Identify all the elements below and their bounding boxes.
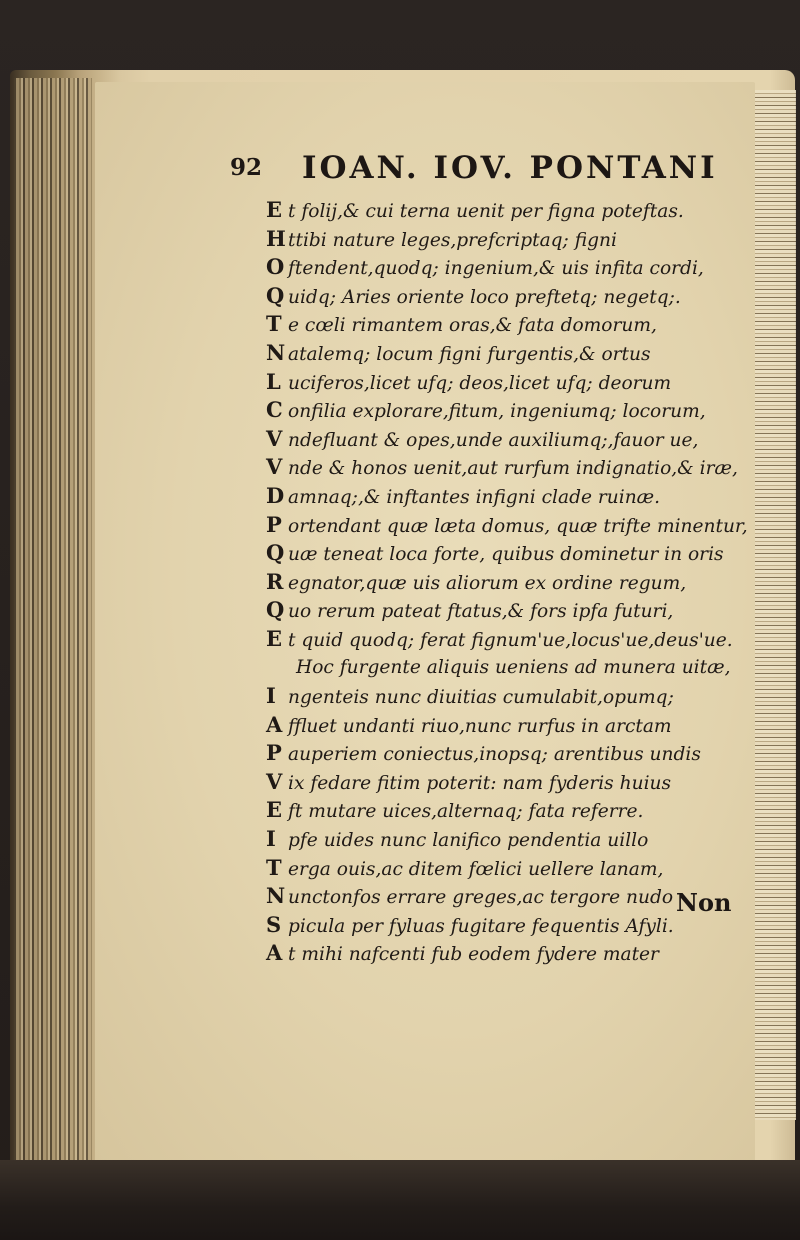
verse-initial: C: [266, 397, 283, 423]
verse-initial: T: [266, 311, 282, 337]
page-header-title: IOAN. IOV. PONTANI: [302, 150, 718, 186]
verse-line: [266, 682, 746, 711]
verse-initial: Q: [266, 597, 285, 623]
verse-text: t mihi nafcenti fub eodem fydere mater: [288, 944, 659, 966]
verse-text: nde & honos uenit,aut rurfum indignatio,& iræ,: [288, 458, 738, 480]
verse-line: [266, 911, 746, 940]
verse-initial: A: [266, 940, 283, 966]
verse-initial: S: [266, 911, 282, 937]
verse-initial: Q: [266, 540, 285, 566]
verse-line: [266, 339, 746, 368]
verse-line: [266, 625, 746, 654]
verse-initial: V: [266, 425, 283, 451]
verse-initial: P: [266, 740, 282, 766]
verse-line: [266, 368, 746, 397]
verse-line: [266, 825, 746, 854]
verse-line: [266, 939, 746, 968]
verse-line: [266, 511, 746, 540]
verse-initial: A: [266, 711, 283, 737]
verse-initial: T: [266, 854, 282, 880]
verse-line: [266, 253, 746, 282]
verse-text: uciferos,licet ufq; deos,licet ufq; deorum: [288, 372, 672, 394]
verse-line: [266, 396, 746, 425]
verse-initial: P: [266, 511, 282, 537]
verse-text: ft mutare uices,alternaq; fata referre.: [288, 801, 644, 823]
verse-text: amnaq;,& inftantes infigni clade ruinæ.: [288, 486, 661, 508]
verse-line: [266, 854, 746, 883]
verse-line: [266, 739, 746, 768]
verse-initial: E: [266, 625, 283, 651]
verse-initial: H: [266, 225, 286, 251]
poem-text: [266, 196, 746, 968]
verse-text: egnator,quæ uis aliorum ex ordine regum,: [288, 572, 687, 594]
verse-line: [266, 425, 746, 454]
verse-text: uæ teneat loca forte, quibus dominetur in oris: [288, 544, 724, 566]
verse-text: uidq; Aries oriente loco preftetq; negetq;.: [288, 286, 681, 308]
verse-text: erga ouis,ac ditem fœlici uellere lanam,: [288, 858, 664, 880]
verse-text: unctonfos errare greges,ac tergore nudo: [288, 887, 674, 909]
verse-text: pfe uides nunc lanifico pendentia uillo: [288, 830, 649, 852]
verse-initial: R: [266, 568, 284, 594]
running-head: [230, 150, 718, 190]
page-edges-right: [752, 90, 796, 1120]
verse-text: ix fedare fitim poterit: nam fyderis huius: [288, 772, 672, 794]
verse-line: [266, 196, 746, 225]
verse-line: [266, 596, 746, 625]
verse-initial: O: [266, 254, 285, 280]
verse-text: ttibi nature leges,prefcriptaq; figni: [288, 229, 617, 251]
verse-text: Hoc furgente aliquis ueniens ad munera uitæ,: [296, 656, 731, 678]
verse-line: [266, 539, 746, 568]
verse-text: picula per fyluas fugitare fequentis Afyli.: [288, 915, 674, 937]
verse-initial: D: [266, 482, 285, 508]
verse-line: [266, 482, 746, 511]
catchword: Non: [676, 888, 732, 917]
verse-initial: N: [266, 883, 286, 909]
verse-initial: E: [266, 197, 283, 222]
verse-text: ngenteis nunc diuitias cumulabit,opumq;: [288, 687, 674, 709]
verse-line: [266, 768, 746, 797]
verse-line: [266, 568, 746, 597]
verse-initial: E: [266, 797, 283, 823]
page-edges-left: [14, 78, 92, 1188]
bottom-shadow: [0, 1160, 800, 1240]
verse-text: t quid quodq; ferat fignum'ue,locus'ue,deus'ue.: [288, 629, 733, 651]
verse-text: onfilia explorare,fitum, ingeniumq; locorum,: [288, 401, 706, 423]
verse-text: atalemq; locum figni furgentis,& ortus: [288, 343, 651, 365]
verse-initial: I: [266, 683, 276, 709]
verse-initial: L: [266, 368, 281, 394]
verse-text: t folij,& cui terna uenit per figna poteftas.: [288, 201, 684, 222]
verse-initial: N: [266, 339, 286, 365]
verse-text: ffluet undanti riuo,nunc rurfus in arctam: [288, 715, 672, 737]
verse-line: [266, 310, 746, 339]
verse-text: uo rerum pateat ftatus,& fors ipfa futuri,: [288, 601, 674, 623]
verse-initial: I: [266, 826, 276, 852]
verse-line: [266, 225, 746, 254]
verse-initial: Q: [266, 282, 285, 308]
verse-text: e cœli rimantem oras,& fata domorum,: [288, 315, 657, 337]
page-number: 92: [230, 154, 263, 181]
verse-initial: V: [266, 454, 283, 480]
verse-line: [266, 711, 746, 740]
verse-line: [266, 882, 746, 911]
verse-line: [266, 453, 746, 482]
verse-line: [266, 654, 746, 683]
verse-text: auperiem coniectus,inopsq; arentibus undis: [288, 744, 701, 766]
verse-initial: V: [266, 768, 283, 794]
verse-line: [266, 282, 746, 311]
verse-text: ndefluant & opes,unde auxiliumq;,fauor ue,: [288, 429, 699, 451]
verse-text: ftendent,quodq; ingenium,& uis infita cordi,: [288, 258, 704, 280]
verse-line: [266, 796, 746, 825]
verse-text: ortendant quæ læta domus, quæ trifte minentur,: [288, 515, 748, 537]
